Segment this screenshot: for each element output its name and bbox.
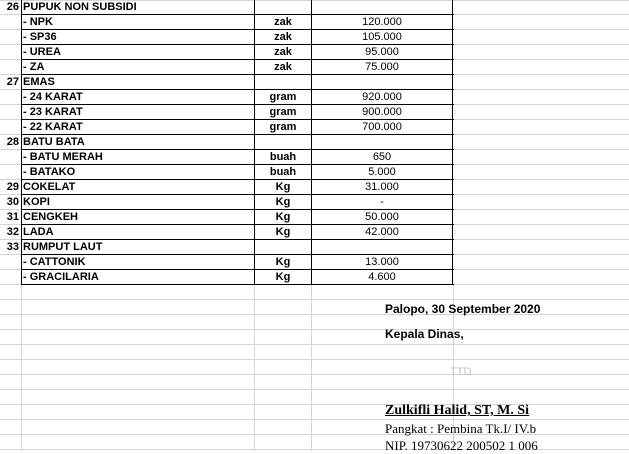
item-unit: Kg <box>254 270 311 285</box>
row-number: 32 <box>6 226 19 238</box>
item-name: - SP36 <box>21 30 254 45</box>
item-name: RUMPUT LAUT <box>21 240 254 255</box>
item-unit: buah <box>254 150 311 165</box>
row-number <box>0 30 21 45</box>
table-row <box>0 0 629 15</box>
table-row <box>0 15 629 30</box>
row-number <box>0 15 21 30</box>
item-name: - 24 KARAT <box>21 90 254 105</box>
item-price <box>311 75 453 90</box>
item-name: PUPUK NON SUBSIDI <box>21 0 254 15</box>
row-number <box>0 60 21 75</box>
item-name: - ZA <box>21 60 254 75</box>
gridline <box>0 374 629 375</box>
row-number <box>0 90 21 105</box>
table-row <box>0 225 629 240</box>
item-price: 650 <box>311 150 453 165</box>
item-price <box>311 240 453 255</box>
gridline <box>0 389 629 390</box>
gridline <box>0 329 629 330</box>
item-unit: Kg <box>254 210 311 225</box>
item-name: COKELAT <box>21 180 254 195</box>
gridline-vertical <box>254 285 255 451</box>
table-row <box>0 90 629 105</box>
item-unit: Kg <box>254 180 311 195</box>
item-price: 5.000 <box>311 165 453 180</box>
row-number: 31 <box>6 211 19 223</box>
table-row <box>0 255 629 270</box>
item-unit: gram <box>254 105 311 120</box>
row-number: 33 <box>6 241 19 253</box>
signature-name: Zulkifli Halid, ST, M. Si <box>385 403 530 418</box>
item-unit <box>254 75 311 90</box>
gridline <box>0 359 629 360</box>
item-price: 120.000 <box>311 15 453 30</box>
item-price: 900.000 <box>311 105 453 120</box>
item-name: - CATTONIK <box>21 255 254 270</box>
table-row <box>0 105 629 120</box>
item-unit: zak <box>254 15 311 30</box>
gridline <box>0 404 629 405</box>
signature-nip: NIP. 19730622 200502 1 006 <box>385 438 538 453</box>
gridline-vertical <box>311 285 312 451</box>
item-price: 50.000 <box>311 210 453 225</box>
gridline-vertical <box>21 285 22 451</box>
item-price: 105.000 <box>311 30 453 45</box>
item-price: 31.000 <box>311 180 453 195</box>
item-price: 42.000 <box>311 225 453 240</box>
item-unit <box>254 0 311 15</box>
item-name: CENGKEH <box>21 210 254 225</box>
gridline <box>0 299 629 300</box>
item-price: - <box>311 195 453 210</box>
table-row <box>0 270 629 285</box>
table-row <box>0 165 629 180</box>
row-number <box>0 270 21 285</box>
item-unit: zak <box>254 30 311 45</box>
item-price: 700.000 <box>311 120 453 135</box>
row-number: 29 <box>6 181 19 193</box>
item-unit: gram <box>254 120 311 135</box>
table-row <box>0 120 629 135</box>
item-price <box>311 0 453 15</box>
item-price: 75.000 <box>311 60 453 75</box>
item-unit: Kg <box>254 195 311 210</box>
row-number <box>0 105 21 120</box>
item-name: - UREA <box>21 45 254 60</box>
table-row <box>0 30 629 45</box>
item-price: 13.000 <box>311 255 453 270</box>
item-price: 4.600 <box>311 270 453 285</box>
item-name: - 22 KARAT <box>21 120 254 135</box>
table-row <box>0 75 629 90</box>
item-unit: zak <box>254 60 311 75</box>
signature-place-date: Palopo, 30 September 2020 <box>385 302 541 316</box>
row-number <box>0 165 21 180</box>
item-name: EMAS <box>21 75 254 90</box>
table-row <box>0 180 629 195</box>
item-price: 95.000 <box>311 45 453 60</box>
item-unit: Kg <box>254 255 311 270</box>
item-name: - 23 KARAT <box>21 105 254 120</box>
item-price <box>311 135 453 150</box>
item-unit <box>254 240 311 255</box>
item-price: 920.000 <box>311 90 453 105</box>
gridline <box>0 344 629 345</box>
item-name: - BATU MERAH <box>21 150 254 165</box>
item-unit: zak <box>254 45 311 60</box>
gridline <box>0 419 629 420</box>
item-unit <box>254 135 311 150</box>
item-unit: Kg <box>254 225 311 240</box>
table-row <box>0 45 629 60</box>
table-row <box>0 150 629 165</box>
item-name: LADA <box>21 225 254 240</box>
signature-ttd: TTD <box>450 366 472 378</box>
item-name: - GRACILARIA <box>21 270 254 285</box>
item-name: - NPK <box>21 15 254 30</box>
item-name: - BATAKO <box>21 165 254 180</box>
row-number <box>0 150 21 165</box>
table-row <box>0 135 629 150</box>
row-number <box>0 45 21 60</box>
item-name: BATU BATA <box>21 135 254 150</box>
item-name: KOPI <box>21 195 254 210</box>
table-row <box>0 60 629 75</box>
row-number <box>0 120 21 135</box>
table-row <box>0 195 629 210</box>
signature-position: Kepala Dinas, <box>385 327 464 341</box>
signature-rank: Pangkat : Pembina Tk.I/ IV.b <box>385 421 537 436</box>
table-row <box>0 240 629 255</box>
row-number: 28 <box>6 136 19 148</box>
item-unit: buah <box>254 165 311 180</box>
row-number: 26 <box>6 1 19 13</box>
row-number: 27 <box>6 76 19 88</box>
row-number <box>0 255 21 270</box>
table-row <box>0 210 629 225</box>
item-unit: gram <box>254 90 311 105</box>
row-number: 30 <box>6 196 19 208</box>
